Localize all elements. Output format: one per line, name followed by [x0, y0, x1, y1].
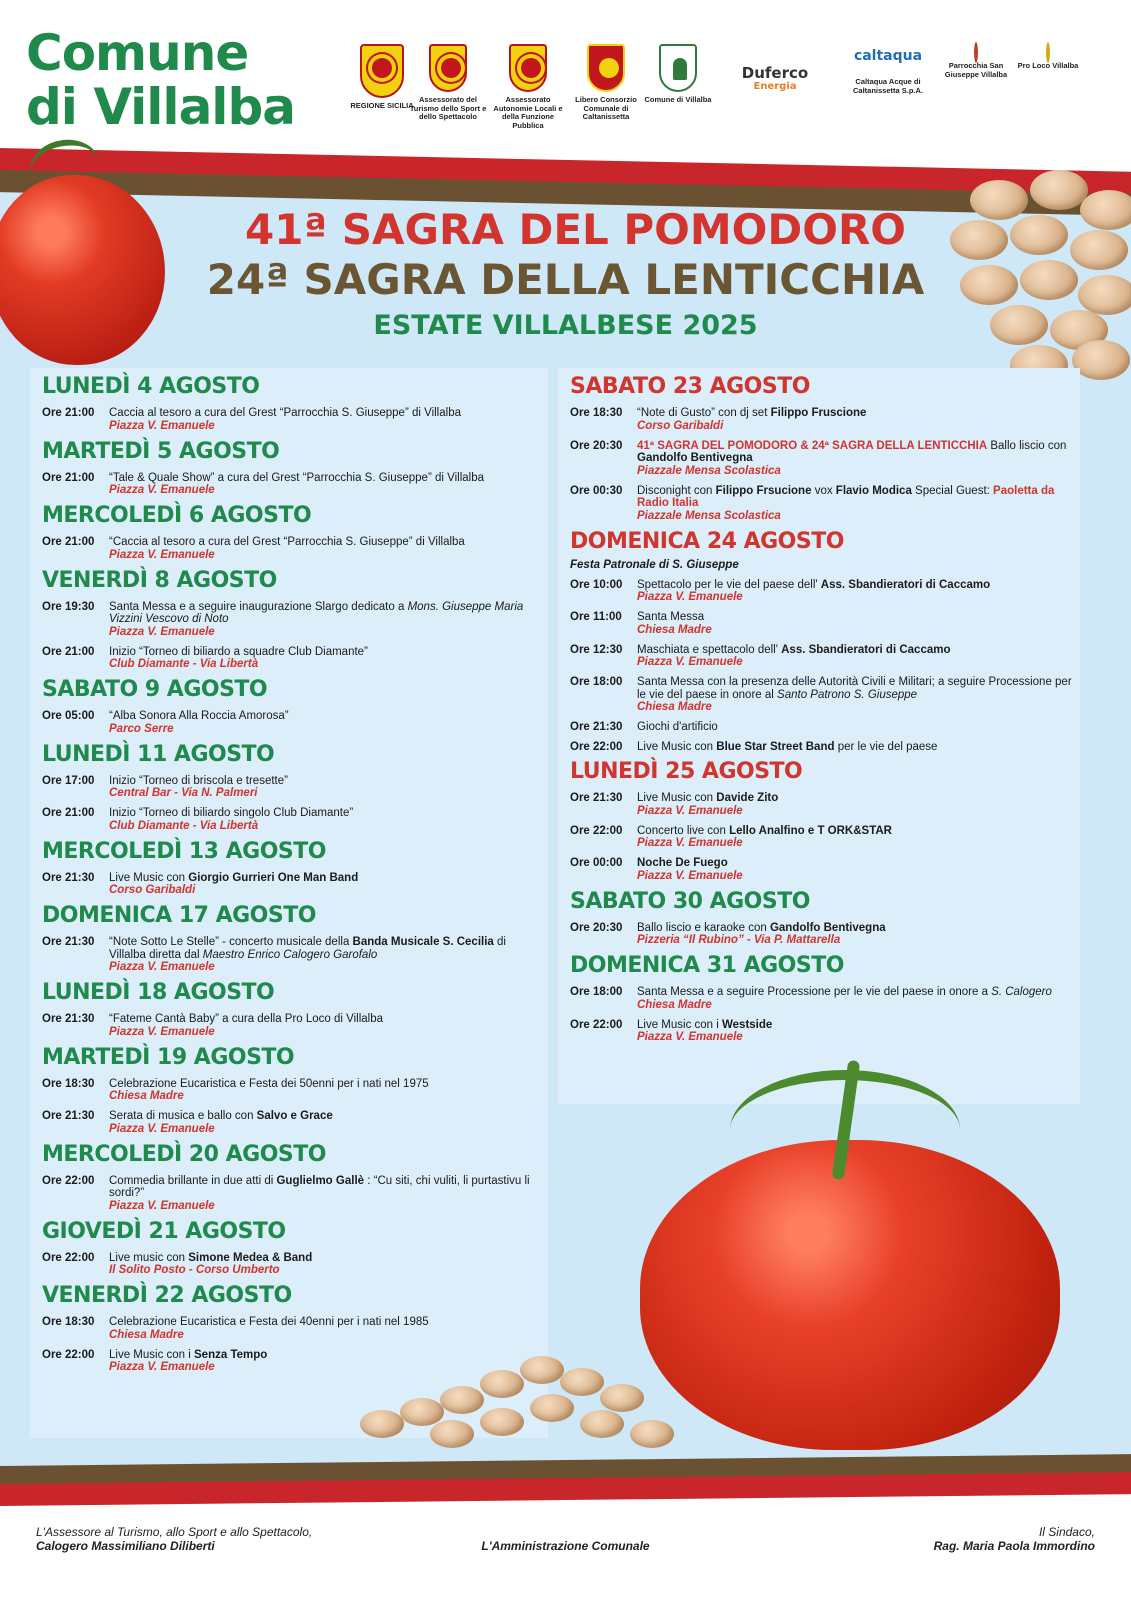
event-text-part: Inizio “Torneo di biliardo a squadre Club Diamante”: [109, 645, 368, 658]
event-row: [42, 936, 540, 961]
event-time: Ore 21:30: [570, 721, 623, 733]
sponsor-caption: Pro Loco Villalba: [1017, 61, 1079, 70]
event-description: [109, 710, 540, 723]
event-time: Ore 21:00: [42, 536, 95, 548]
event-location: Piazza V. Emanuele: [109, 484, 215, 496]
event-text-part: Live Music con: [109, 871, 186, 884]
brand-title: [26, 26, 295, 134]
event-description: [109, 872, 540, 885]
event-row: [570, 792, 1072, 805]
event-description: [109, 407, 540, 420]
footer-sindaco-role: Il Sindaco,: [1038, 1525, 1095, 1539]
title-lenticchia: 24ª SAGRA DELLA LENTICCHIA: [206, 255, 925, 304]
parish-seal-icon: [974, 42, 978, 63]
event-row: [570, 579, 1072, 592]
event-time: Ore 18:30: [42, 1316, 95, 1328]
day-heading: LUNEDÌ 11 AGOSTO: [42, 741, 275, 767]
event-location: Piazza V. Emanuele: [637, 869, 743, 882]
event-time: Ore 22:00: [570, 740, 623, 753]
event-text-part: Santa Messa: [637, 611, 705, 623]
lentils-pile-icon: [360, 1350, 680, 1450]
event-time: Ore 18:00: [570, 676, 623, 688]
event-time: Ore 20:30: [570, 921, 623, 934]
day-heading: DOMENICA 24 AGOSTO: [570, 528, 844, 554]
event-row: [570, 485, 1072, 510]
day-heading: MERCOLEDÌ 20 AGOSTO: [42, 1141, 326, 1167]
event-time: Ore 18:30: [42, 1077, 95, 1090]
event-time: Ore 21:00: [42, 407, 95, 419]
brand-line-1: Comune: [26, 24, 249, 82]
event-text-part: Ballo liscio con: [990, 439, 1067, 452]
trinacria-crest-icon: [429, 44, 467, 92]
event-text-part: Salvo e Grace: [256, 1110, 333, 1122]
event-row: [42, 807, 540, 820]
event-description: [109, 1175, 540, 1200]
brand-line-2: di Villalba: [26, 78, 295, 136]
day-heading: SABATO 9 AGOSTO: [42, 677, 268, 702]
event-text-part: Maschiata e spettacolo dell': [637, 643, 778, 656]
event-text-part: per le vie del paese: [837, 740, 938, 753]
event-text-part: vox: [814, 484, 833, 497]
event-text-part: Spettacolo per le vie del paese dell': [637, 578, 818, 591]
event-time: Ore 22:00: [42, 1251, 95, 1264]
title-pomodoro: 41ª SAGRA DEL POMODORO: [245, 205, 906, 254]
event-description: [637, 611, 1072, 624]
event-text-part: Live music con: [109, 1251, 186, 1264]
event-text-part: Filippo Fruscione: [770, 407, 867, 419]
event-description: [637, 440, 1072, 465]
schedule-right-column: [558, 368, 1080, 1104]
event-description: [109, 936, 540, 961]
caltaqua-logo-icon: caltaqua: [853, 48, 923, 64]
villalba-crest-icon: [659, 44, 697, 92]
event-description: [109, 536, 540, 549]
event-text-part: Filippo Frsucione: [715, 484, 812, 497]
event-time: Ore 21:00: [42, 645, 95, 658]
event-text-part: Davide Zito: [716, 792, 779, 804]
footer-sindaco: [934, 1525, 1095, 1553]
event-time: Ore 22:00: [570, 824, 623, 837]
event-description: [109, 807, 540, 820]
event-time: Ore 21:00: [42, 471, 95, 484]
title-estate: ESTATE VILLALBESE 2025: [373, 310, 758, 341]
event-row: [42, 601, 540, 626]
event-row: [570, 986, 1072, 999]
event-row: [42, 710, 540, 723]
event-description: [109, 1252, 540, 1265]
event-row: [570, 741, 1072, 754]
event-text-part: 41ª SAGRA DEL POMODORO & 24ª SAGRA DELLA LENTICCHIA: [637, 439, 988, 452]
event-description: [109, 1316, 540, 1329]
day-heading: LUNEDÌ 25 AGOSTO: [570, 759, 803, 784]
event-location: Club Diamante - Via Libertà: [109, 658, 259, 670]
event-description: [109, 646, 540, 659]
day-heading: MERCOLEDÌ 13 AGOSTO: [42, 838, 326, 864]
event-location: Piazzale Mensa Scolastica: [637, 509, 781, 522]
event-text-part: Inizio “Torneo di biliardo singolo Club Diamante”: [109, 807, 354, 819]
event-location: Central Bar - Via N. Palmeri: [109, 787, 258, 799]
sponsor-caption: REGIONE SICILIA: [350, 101, 414, 110]
event-text-part: Westside: [722, 1018, 773, 1031]
event-time: Ore 00:00: [570, 857, 623, 869]
event-text-part: Santa Messa con la presenza delle Autorità Civili e Militari; a seguire Processione per le vie del paese in onore al: [637, 676, 1072, 701]
event-location: Piazza V. Emanuele: [109, 1199, 215, 1212]
event-location: Piazza V. Emanuele: [637, 1031, 743, 1043]
event-location: Piazza V. Emanuele: [637, 837, 743, 849]
trinacria-crest-icon: [360, 44, 404, 98]
event-location: Piazza V. Emanuele: [109, 1361, 215, 1373]
event-text-part: Ass. Sbandieratori di Caccamo: [781, 643, 951, 656]
event-time: Ore 05:00: [42, 710, 95, 722]
event-row: [570, 611, 1072, 624]
event-description: [637, 986, 1072, 999]
day-heading: SABATO 30 AGOSTO: [570, 888, 810, 914]
event-text-part: Santa Messa e a seguire inaugurazione Slargo dedicato a: [109, 600, 405, 613]
event-row: [570, 922, 1072, 935]
sponsor-assessorato-autonomie: [486, 44, 570, 130]
event-description: [109, 775, 540, 788]
sponsor-caption: Comune di Villalba: [644, 95, 712, 104]
event-text-part: Live Music con: [637, 792, 714, 804]
event-location: Piazza V. Emanuele: [109, 625, 215, 638]
event-text-part: Santa Messa e a seguire Processione per le vie del paese in onore a: [637, 986, 988, 998]
sponsor-caption: Assessorato Autonomie Locali e della Funzione Pubblica: [493, 95, 563, 130]
day-heading: MARTEDÌ 5 AGOSTO: [42, 438, 280, 464]
event-location: Piazza V. Emanuele: [637, 656, 743, 668]
sponsor-caltaqua: [842, 44, 934, 95]
event-description: [637, 676, 1072, 701]
day-heading: SABATO 23 AGOSTO: [570, 374, 810, 399]
footer-amministrazione-text: L'Amministrazione Comunale: [481, 1539, 650, 1553]
event-description: [109, 601, 540, 626]
event-text-part: Senza Tempo: [194, 1348, 268, 1361]
sponsor-caption: Assessorato del Turismo dello Sport e dello Spettacolo: [409, 95, 487, 121]
event-text-part: “Alba Sonora Alla Roccia Amorosa”: [109, 710, 289, 722]
event-text-part: “Note di Gusto” con dj set: [637, 407, 768, 419]
event-text-part: Noche De Fuego: [637, 857, 728, 869]
event-text-part: “Caccia al tesoro a cura del Grest “Parrocchia S. Giuseppe” di Villalba: [109, 536, 465, 548]
event-time: Ore 20:30: [570, 439, 623, 452]
event-time: Ore 22:00: [42, 1174, 95, 1187]
event-row: [42, 472, 540, 485]
caltanissetta-crest-icon: [587, 44, 625, 92]
event-location: Corso Garibaldi: [109, 884, 196, 896]
event-text-part: S. Calogero: [991, 986, 1052, 998]
event-row: [570, 407, 1072, 420]
event-row: [42, 1252, 540, 1265]
event-text-part: Serata di musica e ballo con: [109, 1110, 254, 1122]
event-text-part: Paoletta da Radio Italia: [637, 484, 1055, 509]
event-text-part: Maestro Enrico Calogero Garofalo: [202, 948, 378, 961]
event-location: Chiesa Madre: [637, 623, 712, 636]
event-text-part: Ass. Sbandieratori di Caccamo: [820, 578, 991, 591]
event-description: [637, 922, 1072, 935]
event-text-part: Santo Patrono S. Giuseppe: [777, 688, 918, 701]
festival-title: [0, 205, 1131, 343]
event-location: Il Solito Posto - Corso Umberto: [109, 1264, 280, 1276]
event-time: Ore 11:00: [570, 611, 622, 623]
event-location: Pizzeria “Il Rubino” - Via P. Mattarella: [637, 934, 841, 946]
event-text-part: Celebrazione Eucaristica e Festa dei 40enni per i nati nel 1985: [109, 1316, 429, 1328]
event-text-part: Caccia al tesoro a cura del Grest “Parrocchia S. Giuseppe” di Villalba: [109, 407, 461, 419]
event-description: [109, 472, 540, 485]
event-row: [570, 440, 1072, 465]
event-text-part: “Tale & Quale Show” a cura del Grest “Parrocchia S. Giuseppe” di Villalba: [109, 471, 484, 484]
event-description: [637, 792, 1072, 805]
event-text-part: Giochi d'artificio: [637, 721, 718, 733]
event-row: [42, 1316, 540, 1329]
event-text-part: Concerto live con: [637, 824, 726, 837]
event-location: Chiesa Madre: [637, 998, 712, 1011]
day-heading: VENERDÌ 22 AGOSTO: [42, 1283, 292, 1308]
event-text-part: Special Guest:: [915, 484, 990, 497]
sponsor-pro-loco: [1006, 44, 1090, 71]
footer-sindaco-name: Rag. Maria Paola Immordino: [933, 1539, 1095, 1553]
pro-loco-seal-icon: [1046, 42, 1050, 63]
day-heading: DOMENICA 17 AGOSTO: [42, 903, 316, 928]
event-time: Ore 21:00: [42, 807, 95, 819]
event-row: [570, 825, 1072, 838]
event-time: Ore 17:00: [42, 774, 95, 787]
event-location: Piazza V. Emanuele: [109, 419, 215, 432]
event-location: Chiesa Madre: [109, 1090, 184, 1102]
event-time: Ore 10:00: [570, 578, 623, 591]
event-time: Ore 21:30: [42, 1013, 95, 1025]
event-row: [42, 407, 540, 420]
event-time: Ore 22:00: [570, 1018, 623, 1031]
event-row: [42, 646, 540, 659]
event-time: Ore 00:30: [570, 484, 623, 497]
footer-assessore-role: L'Assessore al Turismo, allo Sport e allo Spettacolo,: [36, 1525, 313, 1539]
event-row: [42, 1078, 540, 1091]
event-text-part: Live Music con: [637, 740, 714, 753]
event-text-part: Guglielmo Gallè: [276, 1174, 365, 1187]
event-text-part: Giorgio Gurrieri One Man Band: [188, 871, 359, 884]
event-description: [637, 407, 1072, 420]
event-time: Ore 22:00: [42, 1348, 95, 1361]
day-heading: LUNEDÌ 4 AGOSTO: [42, 374, 260, 399]
event-location: Piazza V. Emanuele: [109, 1122, 215, 1135]
event-description: [637, 1019, 1072, 1032]
day-heading: VENERDÌ 8 AGOSTO: [42, 567, 277, 593]
event-row: [570, 1019, 1072, 1032]
event-location: Piazza V. Emanuele: [109, 961, 215, 973]
event-row: [42, 872, 540, 885]
event-text-part: Flavio Modica: [835, 484, 912, 497]
event-text-part: Simone Medea & Band: [188, 1251, 313, 1264]
duferco-logo-icon: Duferco Energia: [741, 64, 809, 92]
event-time: Ore 12:30: [570, 643, 623, 656]
event-location: Piazza V. Emanuele: [109, 548, 215, 561]
event-text-part: Ballo liscio e karaoke con: [637, 921, 767, 934]
event-text-part: Gandolfo Bentivegna: [637, 452, 753, 464]
sponsor-logos: [340, 44, 1110, 144]
event-location: Club Diamante - Via Libertà: [109, 819, 259, 832]
event-text-part: : “Cu siti, chi vuliti, li purtastivu li sordi?”: [109, 1174, 530, 1199]
event-location: Piazza V. Emanuele: [637, 591, 743, 603]
event-description: [109, 1013, 540, 1026]
event-time: Ore 21:30: [42, 936, 95, 948]
sponsor-assessorato-turismo: [406, 44, 490, 122]
day-heading: DOMENICA 31 AGOSTO: [570, 953, 844, 978]
event-description: [637, 741, 1072, 754]
sponsor-comune-villalba: [636, 44, 720, 105]
event-row: [42, 1175, 540, 1200]
event-description: [637, 721, 1072, 734]
event-text-part: Banda Musicale S. Cecilia: [352, 936, 494, 948]
event-text-part: Inizio “Torneo di briscola e tresette”: [109, 774, 288, 787]
event-description: [637, 857, 1072, 870]
event-row: [570, 644, 1072, 657]
trinacria-crest-icon: [509, 44, 547, 92]
event-description: [637, 644, 1072, 657]
sponsor-caption: Caltaqua Acque di Caltanissetta S.p.A.: [852, 77, 924, 95]
event-time: Ore 18:30: [570, 407, 623, 419]
event-location: Chiesa Madre: [109, 1328, 184, 1341]
event-text-part: Commedia brillante in due atti di: [109, 1174, 274, 1187]
event-text-part: Gandolfo Bentivegna: [769, 921, 886, 934]
event-location: Piazzale Mensa Scolastica: [637, 464, 781, 477]
event-row: [570, 857, 1072, 870]
event-location: Chiesa Madre: [637, 701, 712, 713]
event-row: [570, 676, 1072, 701]
event-time: Ore 21:30: [42, 1110, 95, 1122]
event-description: [637, 579, 1072, 592]
day-heading: GIOVEDÌ 21 AGOSTO: [42, 1218, 286, 1244]
event-time: Ore 21:30: [42, 871, 95, 884]
event-description: [109, 1078, 540, 1091]
event-text-part: di Villalba diretta dal: [109, 936, 506, 961]
event-text-part: Live Music con i: [637, 1018, 719, 1031]
event-location: Piazza V. Emanuele: [637, 804, 743, 817]
event-location: Parco Serre: [109, 722, 174, 735]
footer-assessore-name: Calogero Massimiliano Diliberti: [36, 1539, 215, 1553]
event-description: [109, 1110, 540, 1123]
day-heading: MERCOLEDÌ 6 AGOSTO: [42, 503, 312, 528]
event-location: Corso Garibaldi: [637, 419, 724, 432]
schedule-left-column: [30, 368, 548, 1438]
event-description: [637, 485, 1072, 510]
day-note: Festa Patronale di S. Giuseppe: [570, 558, 739, 571]
event-description: [637, 825, 1072, 838]
day-heading: LUNEDÌ 18 AGOSTO: [42, 980, 275, 1005]
event-row: [42, 536, 540, 549]
event-time: Ore 18:00: [570, 986, 623, 998]
sponsor-caption: Parrocchia San Giuseppe Villalba: [944, 61, 1008, 79]
event-text-part: “Note Sotto Le Stelle” - concerto musicale della: [109, 936, 350, 948]
sponsor-duferco: [720, 44, 830, 94]
event-text-part: “Fateme Cantà Baby” a cura della Pro Loco di Villalba: [109, 1013, 384, 1025]
day-heading: MARTEDÌ 19 AGOSTO: [42, 1044, 295, 1070]
sponsor-caption: Libero Consorzio Comunale di Caltanissetta: [575, 95, 637, 121]
event-row: [42, 1110, 540, 1123]
event-time: Ore 19:30: [42, 600, 95, 613]
event-text-part: Lello Analfino e T ORK&STAR: [729, 824, 892, 837]
event-text-part: Blue Star Street Band: [716, 740, 835, 753]
event-text-part: Live Music con i: [109, 1348, 191, 1361]
event-row: [570, 721, 1072, 734]
event-text-part: Mons. Giuseppe Maria Vizzini Vescovo di Noto: [109, 600, 524, 625]
event-text-part: Disconight con: [637, 484, 713, 497]
event-text-part: Celebrazione Eucaristica e Festa dei 50enni per i nati nel 1975: [109, 1077, 429, 1090]
event-time: Ore 21:30: [570, 792, 623, 804]
event-location: Piazza V. Emanuele: [109, 1025, 215, 1038]
event-row: [42, 775, 540, 788]
event-row: [42, 1013, 540, 1026]
